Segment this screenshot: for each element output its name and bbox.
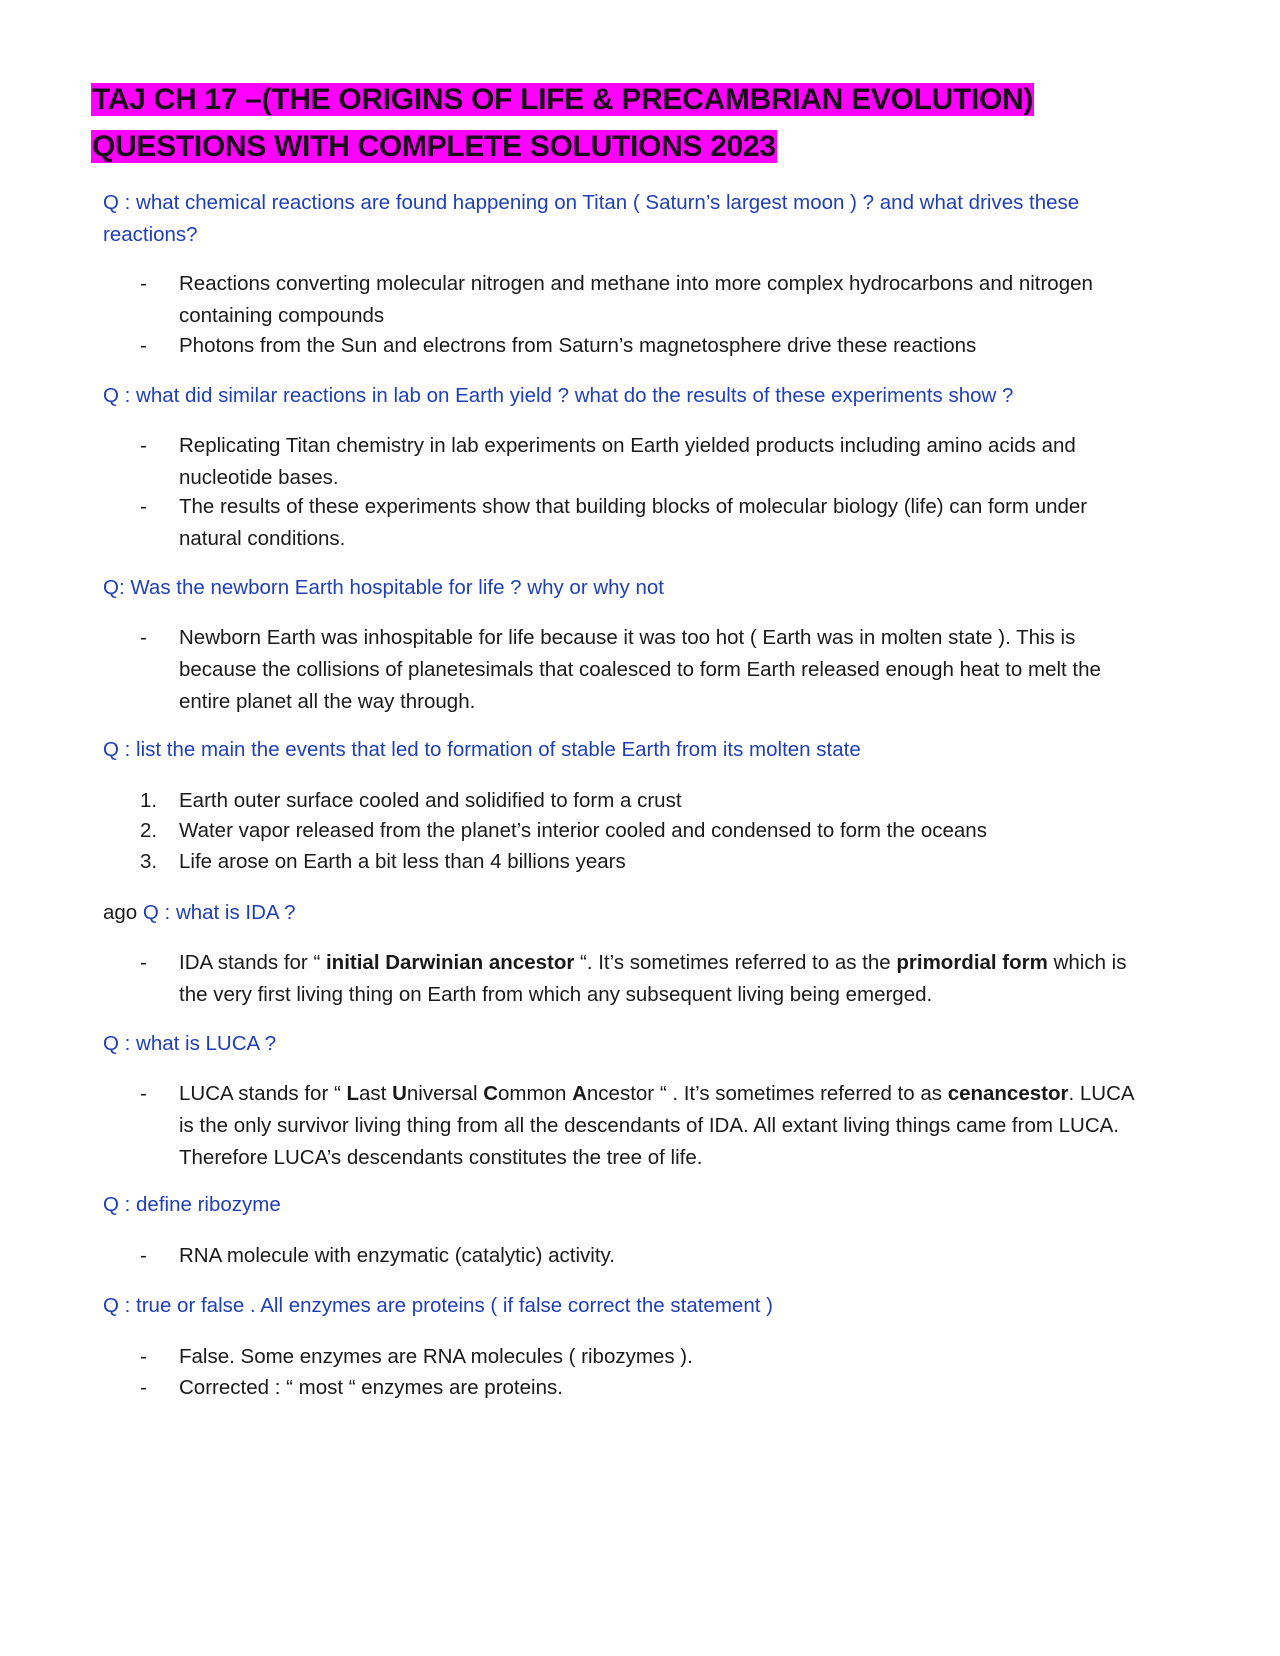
numbered-item — [140, 846, 1150, 878]
title-line-2: QUESTIONS WITH COMPLETE SOLUTIONS 2023 — [92, 130, 776, 163]
list-number: 1. — [140, 789, 158, 812]
answer-item — [140, 1341, 1150, 1373]
bold-term: initial Darwinian ancestor — [325, 951, 575, 974]
bullet-dash: - — [140, 334, 147, 357]
answer-text: Reactions converting molecular nitrogen and methane into more complex hydrocarbons and nitrogen containing compounds — [179, 272, 1093, 327]
answer-item — [140, 1372, 1150, 1404]
answer-text — [179, 947, 1150, 1011]
text-run: ast — [359, 1082, 393, 1105]
answer-item — [140, 330, 1150, 362]
question-titan-reactions: Q : what chemical reactions are found happening on Titan ( Saturn’s largest moon ) ? and what drives these reactions? — [103, 191, 1080, 246]
text-run: ncestor “ . It’s sometimes referred to as — [586, 1082, 948, 1105]
bullet-dash: - — [140, 1345, 147, 1368]
answer-item — [140, 1078, 1150, 1174]
title-line-1: TAJ CH 17 –(THE ORIGINS OF LIFE & PRECAMBRIAN EVOLUTION) — [92, 83, 1034, 116]
bold-letter: U — [392, 1082, 407, 1105]
question-lab-reactions: Q : what did similar reactions in lab on Earth yield ? what do the results of these experiments show ? — [103, 384, 1014, 407]
answer-item — [140, 491, 1150, 555]
answer-text: Life arose on Earth a bit less than 4 billions years — [179, 850, 626, 873]
numbered-item — [140, 785, 1150, 817]
question-prefix: ago — [103, 901, 143, 924]
answer-text: False. Some enzymes are RNA molecules ( ribozymes ). — [179, 1345, 693, 1368]
bold-letter: C — [483, 1082, 499, 1105]
question-stable-earth-events: Q : list the main the events that led to formation of stable Earth from its molten state — [103, 738, 861, 761]
answer-text: Water vapor released from the planet’s interior cooled and condensed to form the oceans — [179, 819, 987, 842]
document-title — [91, 76, 1191, 170]
text-run: which is the very first living thing on Earth from which any subsequent living being emerged. — [179, 951, 1127, 1006]
bold-term: primordial form — [896, 951, 1048, 974]
answer-item — [140, 1240, 1150, 1272]
bullet-dash: - — [140, 1376, 147, 1399]
text-run: LUCA stands for “ — [179, 1082, 347, 1105]
question-text: Q : what is IDA ? — [142, 901, 296, 924]
text-run: IDA stands for “ — [179, 951, 326, 974]
bullet-dash: - — [140, 495, 147, 518]
text-run: ommon — [498, 1082, 573, 1105]
text-run: niversal — [406, 1082, 484, 1105]
answer-item — [140, 947, 1150, 1011]
answer-text: Replicating Titan chemistry in lab experiments on Earth yielded products including amino acids and nucleotide bases. — [179, 434, 1076, 489]
answer-item — [140, 622, 1150, 718]
answer-text: RNA molecule with enzymatic (catalytic) activity. — [179, 1244, 615, 1267]
answer-text: Newborn Earth was inhospitable for life because it was too hot ( Earth was in molten state ). This is because the collisions of planetesimals that coalesced to form Earth released enough heat to melt the entire planet all the way through. — [179, 626, 1101, 713]
question-luca: Q : what is LUCA ? — [103, 1032, 277, 1055]
question-ida — [103, 897, 1163, 929]
answer-text: Photons from the Sun and electrons from Saturn’s magnetosphere drive these reactions — [179, 334, 977, 357]
bullet-dash: - — [140, 626, 147, 649]
question-newborn-earth: Q: Was the newborn Earth hospitable for life ? why or why not — [103, 576, 664, 599]
text-run: . LUCA is the only survivor living thing from all the descendants of IDA. All extant living things came from LUCA. Therefore LUCA’s descendants constitutes the tree of life. — [179, 1082, 1134, 1169]
question-enzymes-proteins: Q : true or false . All enzymes are proteins ( if false correct the statement ) — [103, 1294, 773, 1317]
list-number: 3. — [140, 850, 158, 873]
answer-text: Earth outer surface cooled and solidified to form a crust — [179, 789, 682, 812]
answer-item — [140, 268, 1150, 332]
answer-text: Corrected : “ most “ enzymes are proteins. — [179, 1376, 563, 1399]
numbered-item — [140, 815, 1150, 847]
question-ribozyme: Q : define ribozyme — [103, 1193, 281, 1216]
bold-letter: A — [572, 1082, 587, 1105]
bold-letter: L — [346, 1082, 360, 1105]
text-run: “. It’s sometimes referred to as the — [574, 951, 897, 974]
bullet-dash: - — [140, 434, 147, 457]
bullet-dash: - — [140, 1244, 147, 1267]
bold-term: cenancestor — [947, 1082, 1069, 1105]
answer-text: The results of these experiments show that building blocks of molecular biology (life) can form under natural conditions. — [179, 495, 1088, 550]
list-number: 2. — [140, 819, 158, 842]
answer-item — [140, 430, 1150, 494]
bullet-dash: - — [140, 951, 147, 974]
bullet-dash: - — [140, 1082, 147, 1105]
bullet-dash: - — [140, 272, 147, 295]
answer-text — [179, 1078, 1150, 1174]
